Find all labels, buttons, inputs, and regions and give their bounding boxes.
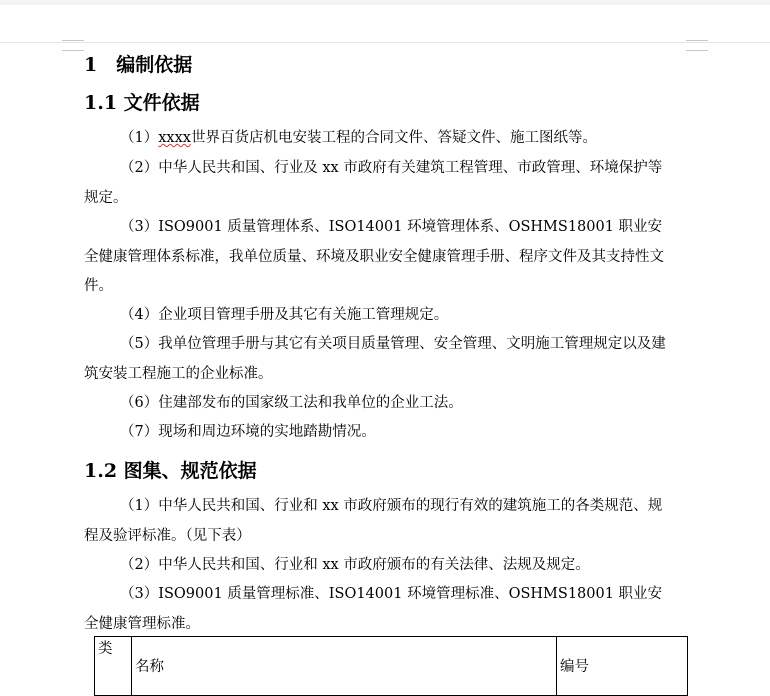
paragraph-9: （2）中华人民共和国、行业和 xx 市政府颁布的有关法律、法规及规定。 [120,557,590,573]
paragraph-6: （6）住建部发布的国家级工法和我单位的企业工法。 [120,395,463,411]
paragraph-4: （4）企业项目管理手册及其它有关施工管理规定。 [120,307,449,323]
paragraph-2: （2）中华人民共和国、行业及 xx 市政府有关建筑工程管理、市政管理、环境保护等规定。 [84,160,663,206]
window-top-bar [0,0,770,5]
paragraph-5: （5）我单位管理手册与其它有关项目质量管理、安全管理、文明施工管理规定以及建筑安装工程施工的企业标准。 [84,336,666,382]
table-header-cell-name: 名称 [132,637,557,696]
paragraph-1: （1）xxxx世界百货店机电安装工程的合同文件、答疑文件、施工图纸等。 [120,130,597,146]
page-margin-line [0,42,770,43]
paragraph-8: （1）中华人民共和国、行业和 xx 市政府颁布的现行有效的建筑施工的各类规范、规程及验评标准。（见下表） [84,498,663,544]
table-header-cell-category: 类 [95,637,132,696]
paragraph-7: （7）现场和周边环境的实地踏勘情况。 [120,424,376,440]
heading-1: 1 编制依据 [84,54,193,76]
paragraph-10: （3）ISO9001 质量管理标准、ISO14001 环境管理标准、OSHMS18001 职业安全健康管理标准。 [84,586,663,632]
heading-1-2: 1.2 图集、规范依据 [84,460,257,482]
paragraph-3: （3）ISO9001 质量管理体系、ISO14001 环境管理体系、OSHMS18001 职业安全健康管理体系标准，我单位质量、环境及职业安全健康管理手册、程序文件及其支持性文件。 [84,219,664,294]
standards-table [94,636,688,696]
table-header-row [95,637,688,696]
heading-1-1: 1.1 文件依据 [84,92,200,114]
margin-corner-mark-right [686,40,708,51]
table-header-cell-code: 编号 [557,637,688,696]
margin-corner-mark-left [62,40,84,51]
spellcheck-word: xxxx [158,130,191,146]
